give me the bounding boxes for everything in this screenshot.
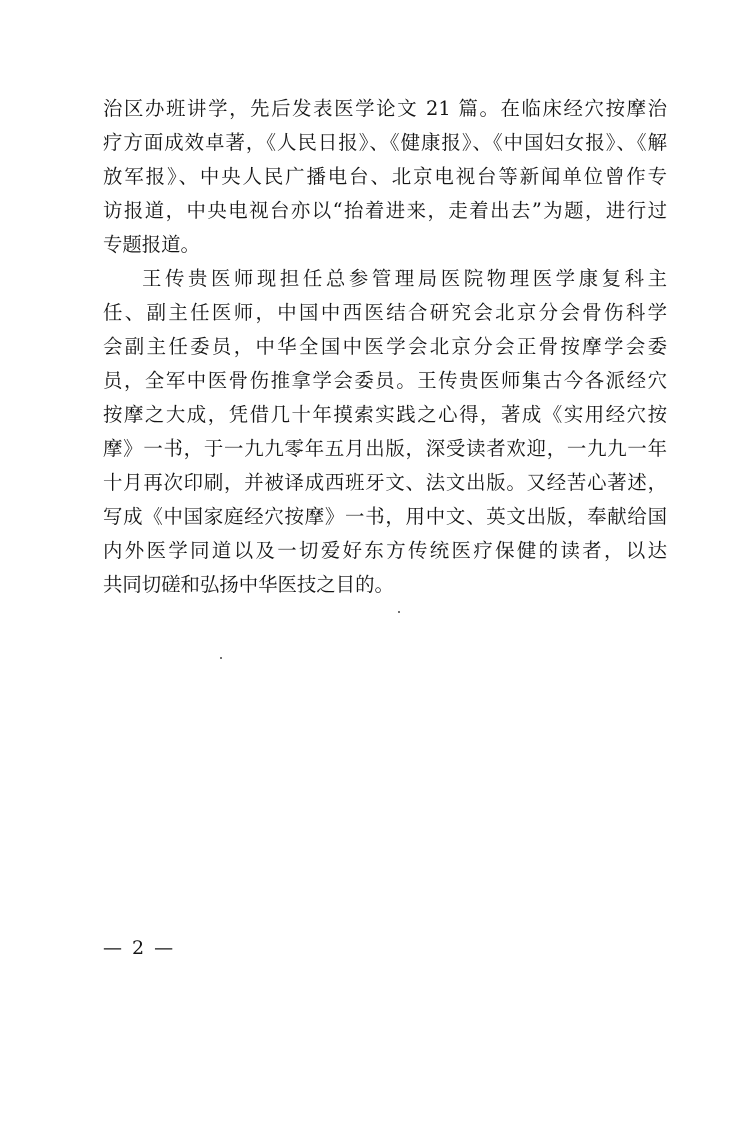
scan-speck (220, 657, 222, 659)
text-line: 十月再次印刷，并被译成西班牙文、法文出版。又经苦心著述， (103, 471, 667, 494)
text-line: 员，全军中医骨伤推拿学会委员。王传贵医师集古今各派经穴 (103, 369, 667, 392)
scan-speck (398, 611, 400, 613)
text-line: 写成《中国家庭经穴按摩》一书，用中文、英文出版，奉献给国 (103, 505, 667, 528)
text-line: 共同切磋和弘扬中华医技之目的。 (103, 573, 394, 596)
text-line: 治区办班讲学，先后发表医学论文 21 篇。在临床经穴按摩治 (103, 97, 667, 120)
page-number: — 2 — (103, 937, 176, 959)
text-line: 按摩之大成，凭借几十年摸索实践之心得，著成《实用经穴按 (103, 403, 667, 426)
text-line: 访报道，中央电视台亦以“抬着进来，走着出去”为题，进行过 (103, 199, 667, 222)
text-line: 疗方面成效卓著，《人民日报》、《健康报》、《中国妇女报》、《解 (103, 131, 667, 154)
text-line: 内外医学同道以及一切爱好东方传统医疗保健的读者，以达 (103, 539, 667, 562)
text-line: 摩》一书，于一九九零年五月出版，深受读者欢迎，一九九一年 (103, 437, 667, 460)
text-line: 王传贵医师现担任总参管理局医院物理医学康复科主 (142, 267, 667, 290)
text-line: 任、副主任医师，中国中西医结合研究会北京分会骨伤科学 (103, 301, 667, 324)
text-line: 专题报道。 (103, 233, 200, 256)
text-line: 放军报》、中央人民广播电台、北京电视台等新闻单位曾作专 (103, 165, 667, 188)
text-line: 会副主任委员，中华全国中医学会北京分会正骨按摩学会委 (103, 335, 667, 358)
